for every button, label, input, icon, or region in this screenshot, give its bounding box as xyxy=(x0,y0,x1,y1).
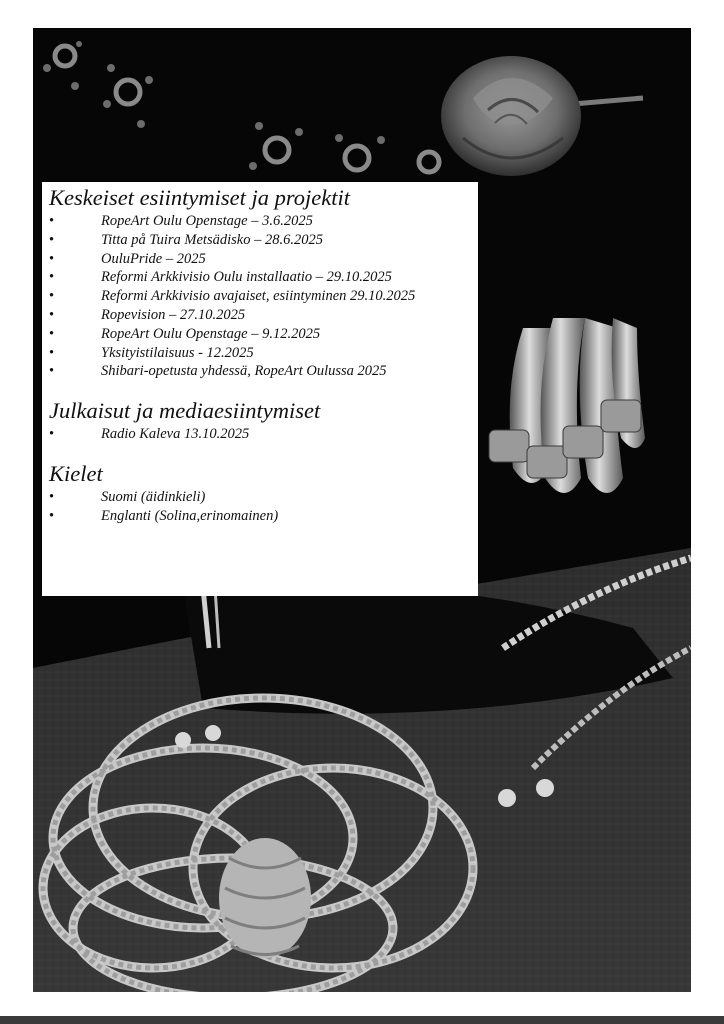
list-item: • Reformi Arkkivisio avajaiset, esiintyminen 29.10.2025 xyxy=(49,287,478,306)
list-item: • Radio Kaleva 13.10.2025 xyxy=(49,425,478,444)
bottom-edge-strip xyxy=(0,1016,724,1024)
media-list xyxy=(49,425,478,444)
list-item: • Suomi (äidinkieli) xyxy=(49,488,478,507)
section-performances xyxy=(49,184,478,381)
list-item: • Shibari-opetusta yhdessä, RopeArt Oulussa 2025 xyxy=(49,362,478,381)
content-card xyxy=(42,182,478,596)
performance-list xyxy=(49,212,478,381)
section-languages xyxy=(49,460,478,526)
list-item: • RopeArt Oulu Openstage – 3.6.2025 xyxy=(49,212,478,231)
list-item: • Titta på Tuira Metsädisko – 28.6.2025 xyxy=(49,231,478,250)
section-title: Julkaisut ja mediaesiintymiset xyxy=(49,398,321,424)
list-item: • Englanti (Solina,erinomainen) xyxy=(49,507,478,526)
list-item: • RopeArt Oulu Openstage – 9.12.2025 xyxy=(49,325,478,344)
section-title: Keskeiset esiintymiset ja projektit xyxy=(49,185,350,210)
section-title: Kielet xyxy=(49,460,103,486)
list-item: • Reformi Arkkivisio Oulu installaatio – 29.10.2025 xyxy=(49,268,478,287)
list-item: • OuluPride – 2025 xyxy=(49,250,478,269)
list-item: • Yksityistilaisuus - 12.2025 xyxy=(49,344,478,363)
list-item: • Ropevision – 27.10.2025 xyxy=(49,306,478,325)
language-list xyxy=(49,488,478,526)
section-media xyxy=(49,397,478,444)
